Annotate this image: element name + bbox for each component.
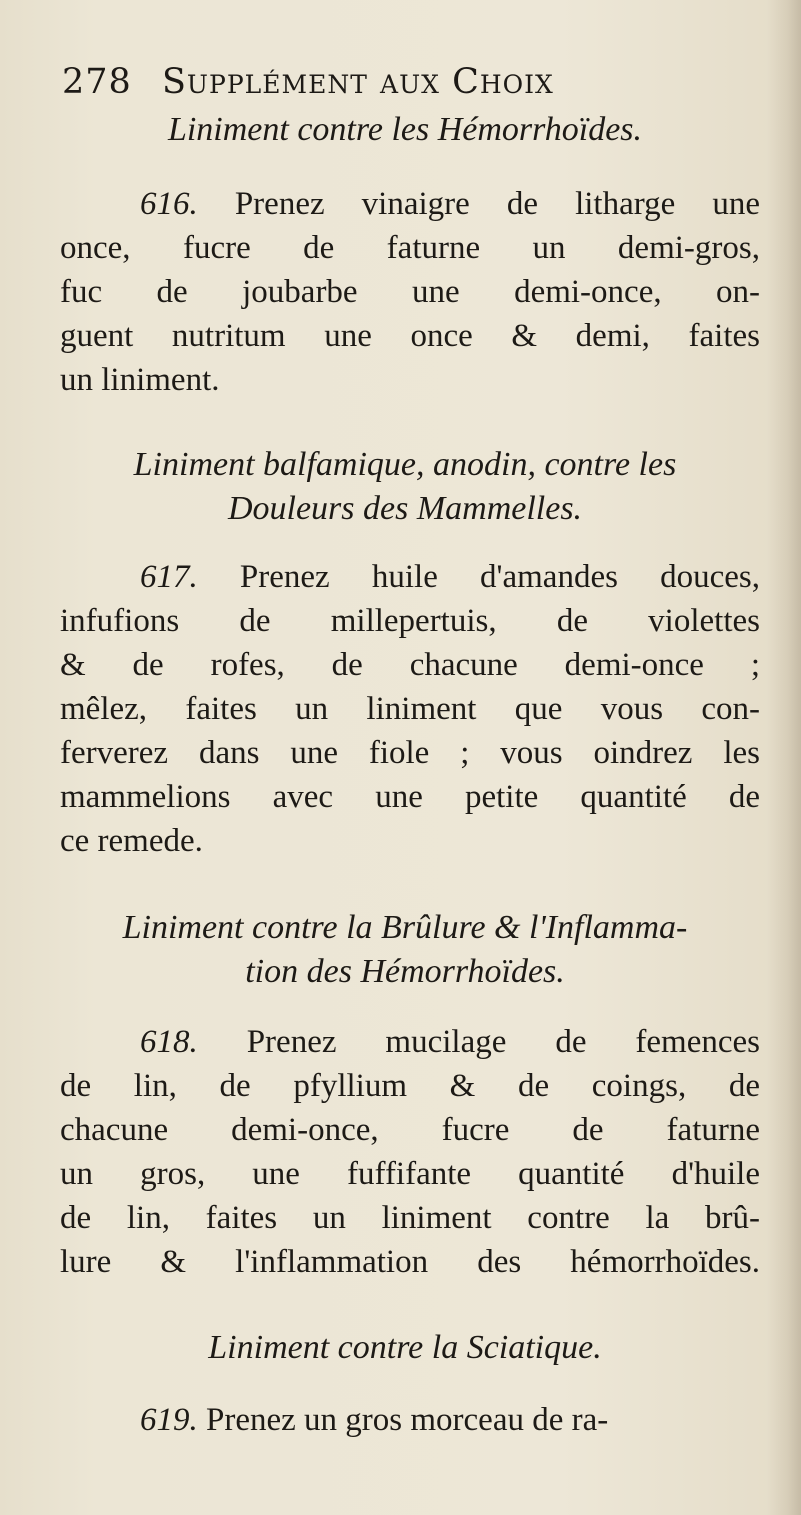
text-line: ferverez dans une fiole ; vous oindrez les (60, 735, 760, 771)
recipe-paragraph (60, 555, 760, 863)
text-line: un liniment. (60, 362, 220, 398)
text-line: mêlez, faites un liniment que vous con- (60, 691, 760, 727)
text-line: infufions de millepertuis, de violettes (60, 603, 760, 639)
running-title: Supplément aux Choix (161, 62, 554, 102)
recipe-number: 619. (140, 1402, 198, 1438)
text-line: 617. Prenez huile d'amandes douces, (140, 559, 760, 595)
recipe-number: 617. (140, 559, 198, 595)
page-edge-shadow (767, 0, 801, 1515)
recipe-heading (60, 1326, 750, 1370)
recipe-number: 616. (140, 186, 198, 222)
text-line: de lin, faites un liniment contre la brû- (60, 1200, 760, 1236)
heading-line: Douleurs des Mammelles. (227, 490, 583, 527)
text-line: 619. Prenez un gros morceau de ra- (140, 1402, 609, 1438)
running-header (62, 62, 762, 102)
recipe-number: 618. (140, 1024, 198, 1060)
heading-line: Liniment balfamique, anodin, contre les (133, 446, 677, 483)
text-line: 618. Prenez mucilage de femences (140, 1024, 761, 1060)
recipe-paragraph (60, 1398, 760, 1442)
text-line: ce remede. (60, 823, 203, 859)
text-line: 616. Prenez vinaigre de litharge une (140, 186, 761, 222)
heading-line: tion des Hémorrhoïdes. (245, 953, 565, 990)
text-line: chacune demi-once, fucre de faturne (60, 1112, 760, 1148)
text-line: lure & l'inflammation des hémorrhoïdes. (60, 1244, 760, 1280)
heading-line: Liniment contre les Hémorrhoïdes. (167, 111, 643, 148)
recipe-paragraph (60, 182, 760, 402)
recipe-paragraph (60, 1020, 760, 1284)
recipe-heading (60, 443, 750, 531)
page-number: 278 (62, 62, 132, 102)
text-line: once, fucre de faturne un demi-gros, (60, 230, 760, 266)
recipe-heading (60, 108, 750, 152)
heading-line: Liniment contre la Brûlure & l'Inflamma- (122, 909, 688, 946)
text-line: mammelions avec une petite quantité de (60, 779, 760, 815)
recipe-heading (60, 906, 750, 994)
text-line: & de rofes, de chacune demi-once ; (60, 647, 760, 683)
text-line: un gros, une fuffifante quantité d'huile (60, 1156, 760, 1192)
heading-line: Liniment contre la Sciatique. (208, 1329, 602, 1366)
text-line: guent nutritum une once & demi, faites (60, 318, 760, 354)
text-line: de lin, de pfyllium & de coings, de (60, 1068, 760, 1104)
text-line: fuc de joubarbe une demi-once, on- (60, 274, 760, 310)
